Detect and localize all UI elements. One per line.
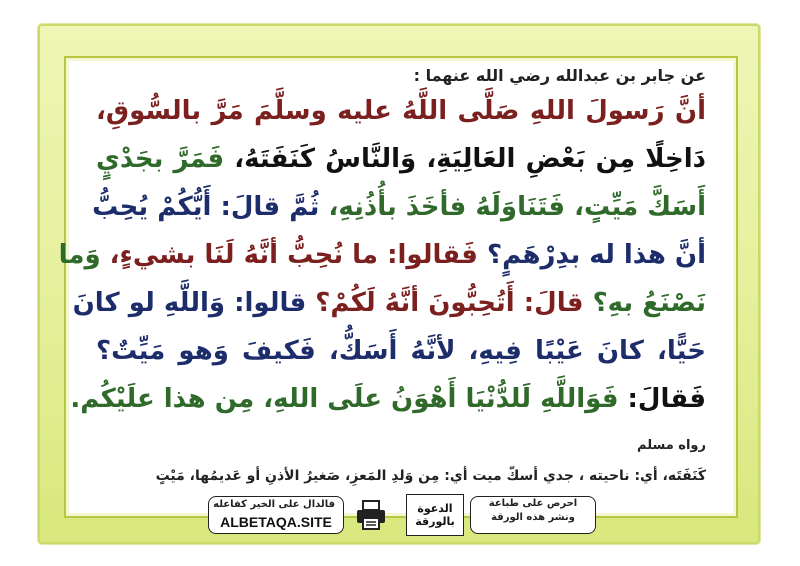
- site-badge[interactable]: [208, 496, 344, 534]
- footer-bar: [204, 492, 596, 536]
- hadith-segment: أنَّ هذا له بدِرْهَمٍ؟: [477, 240, 706, 270]
- hadith-segment: قالوا: وَاللَّهِ لو كانَ: [72, 288, 307, 318]
- site-url[interactable]: ALBETAQA.SITE: [220, 514, 332, 530]
- print-reminder: [470, 496, 596, 534]
- hadith-line-3: [92, 192, 706, 222]
- hadith-line-6: [96, 336, 706, 366]
- hadith-segment: وَما: [58, 240, 101, 270]
- logo-bottom-word: بالورقة: [415, 515, 455, 528]
- hadith-line-4: [58, 240, 706, 270]
- hadith-segment: دَاخِلًا مِن بَعْضِ العَالِيَةِ، وَالنَّاسُ كَنَفَتَهُ،: [224, 144, 706, 174]
- dawah-logo: [406, 494, 464, 536]
- hadith-line-1: [96, 96, 706, 126]
- hadith-segment: أَسَكَّ مَيِّتٍ، فَتَنَاوَلَهُ فأخَذَ بأُذُنِهِ،: [319, 192, 706, 222]
- hadith-segment: ثُمَّ قالَ: أَيُّكُمْ يُحِبُّ: [92, 192, 320, 222]
- hadith-segment: فَقالوا: ما نُحِبُّ أنَّهُ لَنَا بشيءٍ،: [100, 240, 478, 270]
- logo-top-word: الدعوة: [417, 502, 453, 515]
- hadith-line-5: [72, 288, 706, 318]
- print-reminder-line-1: احرص على طباعة: [488, 498, 578, 509]
- gloss-note: كَنَفَتَه، أي: ناحيته ، جدي أسكّ ميت أي: مِن وَلدِ المَعزِ، صَغيرُ الأذنِ أو عَديمُها، مَيْتٍ: [155, 468, 706, 484]
- hadith-segment: نَصْنَعُ بهِ؟: [583, 288, 706, 318]
- hadith-segment: أنَّ رَسولَ اللهِ صَلَّى اللَّهُ عليه وسلَّمَ مَرَّ بالسُّوقِ،: [96, 96, 706, 126]
- hadith-segment: حَيًّا، كانَ عَيْبًا فِيهِ، لأنَّهُ أَسَكُّ، فَكيفَ وَهو مَيِّتٌ؟: [96, 336, 706, 366]
- printer-icon: [354, 498, 388, 532]
- hadith-chain: عن جابر بن عبدالله رضي الله عنهما :: [413, 66, 706, 85]
- hadith-segment: فَقالَ:: [618, 384, 706, 414]
- hadith-line-7: [70, 384, 706, 414]
- hadith-segment: فَمَرَّ بجَدْيٍ: [96, 144, 225, 174]
- print-reminder-line-2: ونشر هذه الورقة: [491, 512, 575, 523]
- hadith-segment: فَوَاللَّهِ لَلدُّنْيَا أَهْوَنُ علَى اللهِ، مِن هذا علَيْكُم.: [70, 384, 619, 414]
- site-tagline: فالدال على الخير كفاعله: [213, 499, 335, 510]
- hadith-line-2: [96, 144, 706, 174]
- hadith-segment: قالَ: أَتُحِبُّونَ أنَّهُ لَكُمْ؟: [306, 288, 584, 318]
- narrator-note: رواه مسلم: [637, 438, 706, 453]
